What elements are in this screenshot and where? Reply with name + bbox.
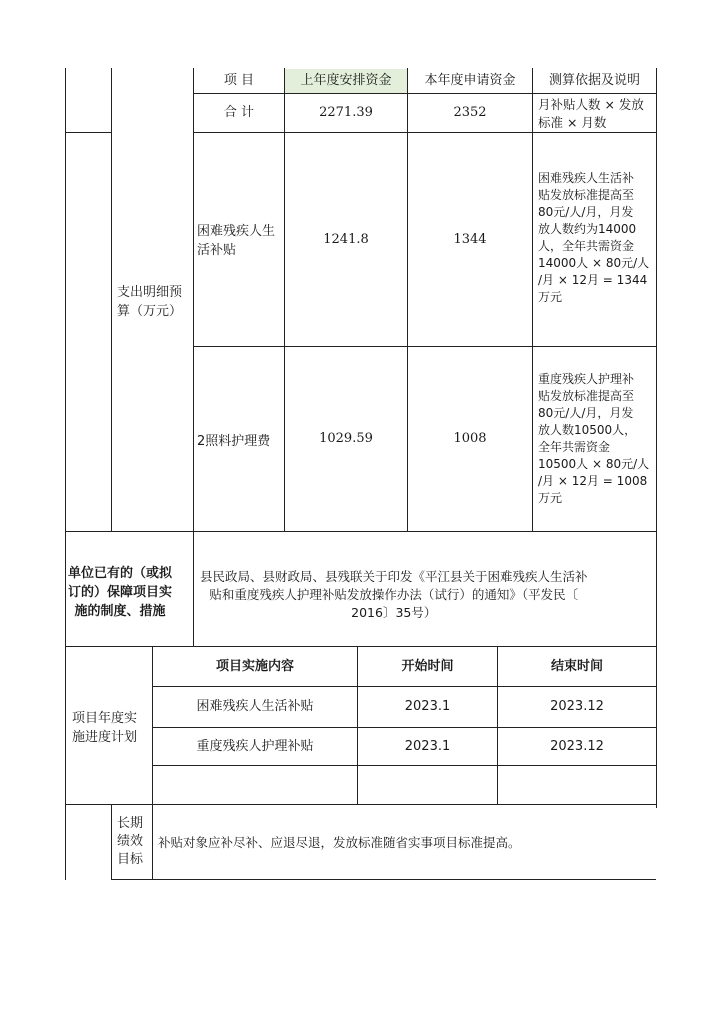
total-label: 合 计: [223, 105, 255, 121]
total-basis: 月补贴人数 × 发放 标准 × 月数: [538, 97, 644, 130]
line-v-goal-1: [111, 804, 112, 880]
header-basis: 测算依据及说明: [548, 73, 640, 89]
row2-last-year: 1029.59: [319, 431, 373, 447]
schedule-header-end: 结束时间: [550, 658, 603, 674]
policy-label: 单位已有的（或拟 订的）保障项目实 施的制度、措施: [68, 566, 173, 619]
schedule-row2-start: 2023.1: [404, 738, 451, 754]
schedule-row1-start: 2023.1: [404, 699, 451, 715]
row1-last-year: 1241.8: [323, 231, 369, 247]
line-v-policy: [193, 531, 194, 646]
schedule-row2-content: 重度残疾人护理补贴: [196, 738, 314, 754]
line-h-sched-2: [152, 765, 656, 766]
header-last-year: 上年度安排资金: [285, 69, 407, 93]
line-h-bottom: [111, 879, 656, 880]
row2-this-year: 1008: [453, 431, 487, 447]
total-last-year: 2271.39: [319, 105, 373, 121]
line-v-item: [193, 68, 194, 531]
schedule-header-start: 开始时间: [401, 658, 454, 674]
policy-content: 县民政局、县财政局、县残联关于印发《平江县关于困难残疾人生活补 贴和重度残疾人护理补贴发放操作办法（试行）的通知》（平发民〔 2016〕35号）: [200, 569, 588, 620]
goal-content: 补贴对象应补尽补、应退尽退，发放标准随省实事项目标准提高。: [158, 835, 521, 850]
row1-basis: 困难残疾人生活补 贴发放标准提高至 80元/人/月，月发 放人数约为14000 人，全年共需资金 14000人 × 80元/人 /月 × 12月 = 1344 万元: [538, 171, 650, 304]
header-this-year: 本年度申请资金: [424, 73, 516, 89]
schedule-row2-end: 2023.12: [550, 738, 604, 754]
total-this-year: 2352: [453, 105, 487, 121]
row1-name: 困难残疾人生 活补贴: [197, 224, 276, 258]
header-item: 项 目: [223, 73, 255, 89]
section-label: 支出明细预 算（万元）: [117, 285, 183, 319]
line-h-left: [65, 132, 111, 133]
goal-label: 长期 绩效 目标: [117, 816, 144, 867]
row2-name: 2照料护理费: [197, 434, 271, 449]
border-left: [65, 68, 66, 880]
line-v-goal-2: [152, 804, 153, 880]
line-h-sched-end: [65, 804, 656, 805]
schedule-row1-end: 2023.12: [550, 699, 604, 715]
row1-this-year: 1344: [453, 231, 487, 247]
line-v-basis: [532, 68, 533, 531]
schedule-header-content: 项目实施内容: [215, 658, 294, 674]
line-h-budget-end: [65, 531, 656, 532]
border-right: [656, 68, 657, 808]
row2-basis: 重度残疾人护理补 贴发放标准提高至 80元/人/月，月发 放人数10500人， 全年共需资金 10500人 × 80元/人 /月 × 12月 = 1008 万元: [538, 372, 650, 505]
schedule-label: 项目年度实 施进度计划: [72, 711, 138, 745]
schedule-row1-content: 困难残疾人生活补贴: [196, 699, 314, 715]
line-v-section: [111, 68, 112, 531]
